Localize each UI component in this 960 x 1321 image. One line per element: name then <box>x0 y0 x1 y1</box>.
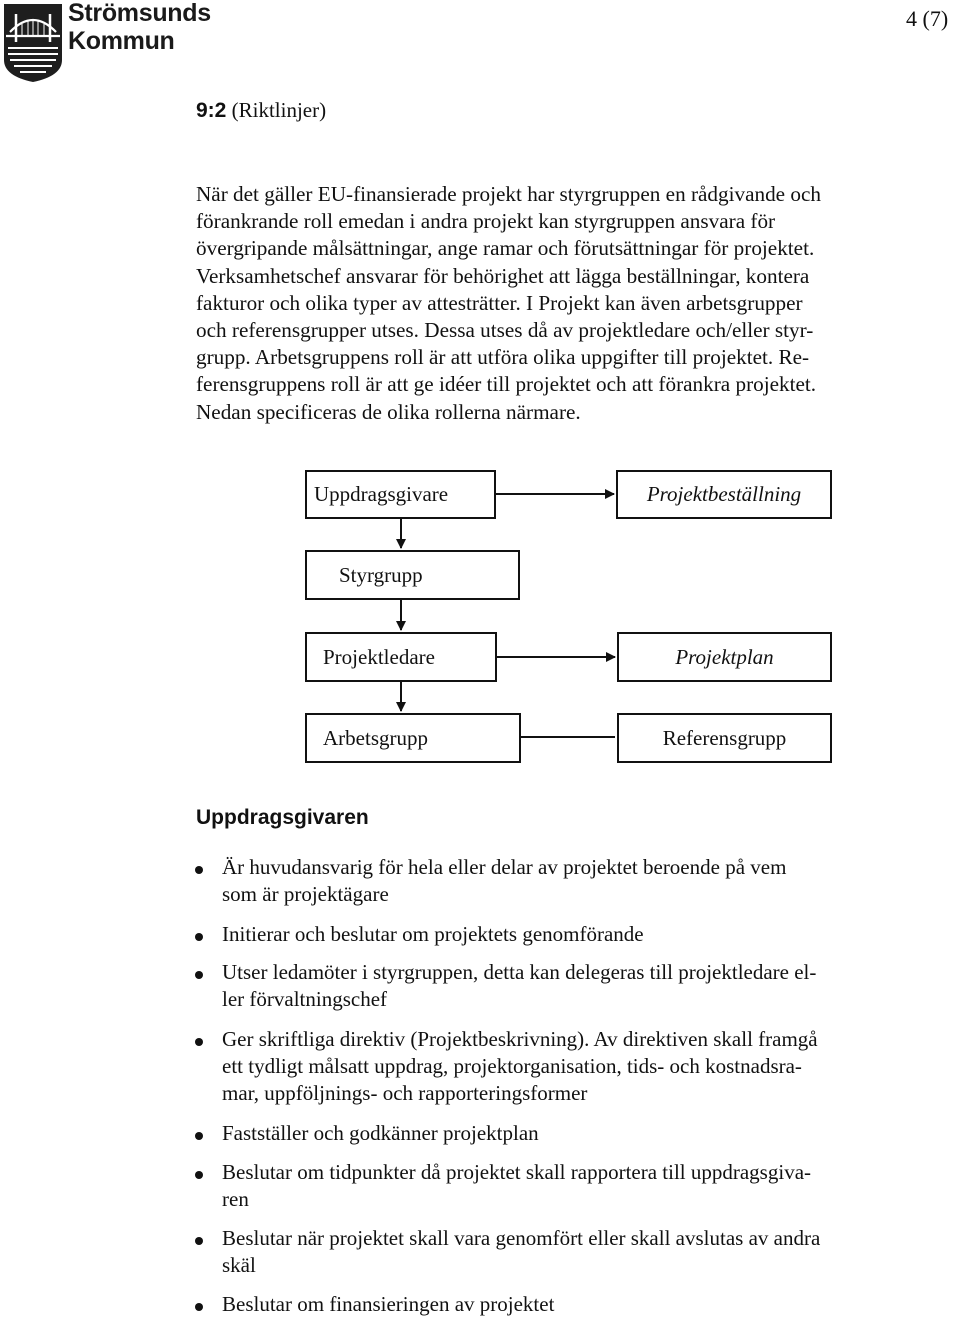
box-projektplan <box>617 632 832 682</box>
paragraph-line: Verksamhetschef ansvarar för behörighet att lägga beställningar, kontera <box>196 263 810 288</box>
paragraph-line: och referensgrupper utses. Dessa utses då av projektledare och/eller styr- <box>196 318 814 343</box>
list-item-line: Är huvudansvarig för hela eller delar av projektet beroende på vem <box>222 855 787 879</box>
paragraph-line: När det gäller EU-finansierade projekt har styrgruppen en rådgivande och <box>196 182 821 206</box>
list-item-line: Ger skriftliga direktiv (Projektbeskrivning). Av direktiven skall framgå <box>222 1027 818 1051</box>
box-styrgrupp <box>305 550 520 600</box>
bullet-dot-icon <box>195 1132 203 1140</box>
list-item-line: Initierar och beslutar om projektets genomförande <box>222 922 644 946</box>
section-heading <box>196 98 326 123</box>
bullet-dot-icon <box>195 971 203 979</box>
box-label: Projektbeställning <box>646 482 802 506</box>
list-item-line: Beslutar om tidpunkter då projektet skall rapportera till uppdragsgiva- <box>222 1160 812 1184</box>
bullet-dot-icon <box>195 866 203 874</box>
list-item-line: Fastställer och godkänner projektplan <box>222 1121 539 1145</box>
intro-paragraph <box>196 181 924 426</box>
section-label: (Riktlinjer) <box>231 98 327 122</box>
box-referensgrupp <box>617 713 832 763</box>
bullet-dot-icon <box>195 1303 203 1311</box>
paragraph-line: förankrande roll emedan i andra projekt kan styrgruppen ansvara för <box>196 209 776 234</box>
list-item-line: Utser ledamöter i styrgruppen, detta kan delegeras till projektledare el- <box>222 960 817 984</box>
paragraph-line: övergripande målsättningar, ange ramar och förutsättningar för projektet. <box>196 236 815 261</box>
list-item-line: ett tydligt målsatt uppdrag, projektorganisation, tids- och kostnadsra- <box>222 1054 802 1078</box>
box-projektbestallning <box>616 470 832 519</box>
box-label: Projektledare <box>323 644 435 669</box>
paragraph-line: ferensgruppens roll är att ge idéer till projektet och att förankra projektet. <box>196 372 817 397</box>
box-arbetsgrupp <box>305 713 521 763</box>
list-item-line: ren <box>222 1187 249 1211</box>
logo-wordmark-line2: Kommun <box>68 27 175 55</box>
list-item-line: skäl <box>222 1253 256 1277</box>
bullet-dot-icon <box>195 1038 203 1046</box>
bullet-dot-icon <box>195 1171 203 1179</box>
list-item-line: Beslutar när projektet skall vara genomfört eller skall avslutas av andra <box>222 1226 821 1250</box>
box-uppdragsgivare <box>305 470 496 519</box>
bullet-dot-icon <box>195 933 203 941</box>
paragraph-line: fakturor och olika typer av attesträtter. I Projekt kan även arbetsgrupper <box>196 290 803 315</box>
list-item-line: som är projektägare <box>222 882 389 906</box>
paragraph-line: grupp. Arbetsgruppens roll är att utföra olika uppgifter till projektet. Re- <box>196 345 810 370</box>
box-projektledare <box>305 632 497 682</box>
bullet-dot-icon <box>195 1237 203 1245</box>
box-label: Referensgrupp <box>662 725 787 750</box>
box-label: Styrgrupp <box>339 562 423 587</box>
page-number: 4 (7) <box>906 6 949 31</box>
list-item-line: Beslutar om finansieringen av projektet <box>222 1292 555 1316</box>
paragraph-line: Nedan specificeras de olika rollerna närmare. <box>196 399 581 424</box>
logo-wordmark-line1: Strömsunds <box>68 0 211 27</box>
uppdragsgivaren-title: Uppdragsgivaren <box>196 806 369 829</box>
list-item-line: mar, uppföljnings- och rapporteringsformer <box>222 1081 588 1105</box>
municipality-logo <box>0 0 211 86</box>
box-label: Arbetsgrupp <box>323 725 428 750</box>
box-label: Projektplan <box>675 644 774 669</box>
section-number: 9:2 <box>196 99 227 122</box>
list-item-line: ler förvaltningschef <box>222 987 388 1011</box>
bridge-emblem-icon <box>2 2 64 84</box>
box-label: Uppdragsgivare <box>314 482 449 506</box>
